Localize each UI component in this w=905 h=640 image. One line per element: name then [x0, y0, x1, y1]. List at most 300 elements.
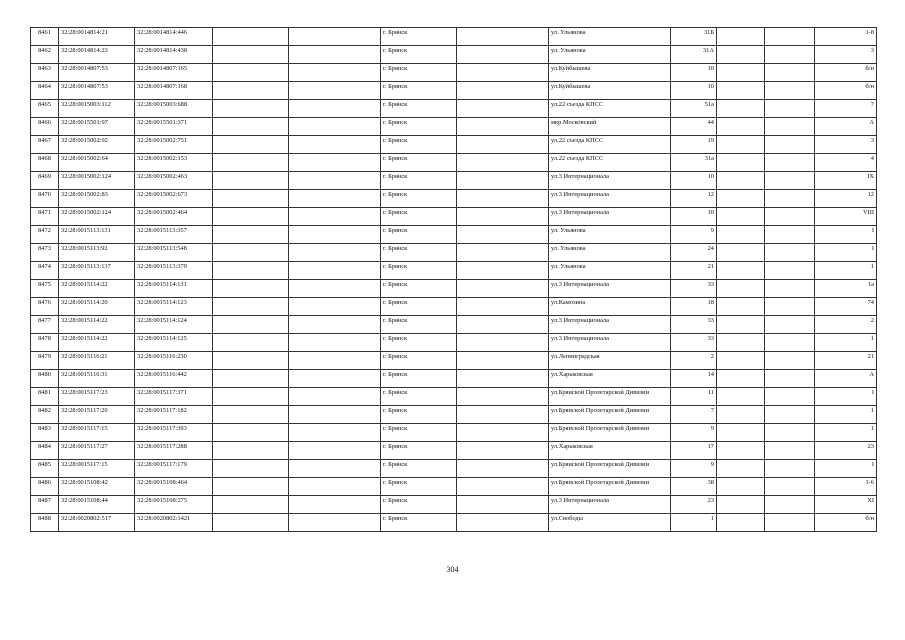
empty-cell [765, 172, 815, 190]
empty-cell [289, 100, 381, 118]
empty-cell [289, 316, 381, 334]
empty-cell [289, 118, 381, 136]
empty-cell [717, 406, 765, 424]
empty-cell [717, 100, 765, 118]
city-cell: г. Брянск [381, 208, 457, 226]
empty-cell [457, 136, 549, 154]
empty-cell [289, 370, 381, 388]
cadastral-number-cell: 32:28:0015108:42 [59, 478, 135, 496]
row-number-cell: 8470 [31, 190, 59, 208]
empty-cell [289, 514, 381, 532]
empty-cell [289, 226, 381, 244]
empty-cell [457, 424, 549, 442]
empty-cell [457, 280, 549, 298]
cadastral-number-cell: 32:28:0014807:53 [59, 82, 135, 100]
cadastral-number-cell: 32:28:0015113:137 [59, 262, 135, 280]
cadastral-number-cell: 32:28:0014807:53 [59, 64, 135, 82]
empty-cell [213, 424, 289, 442]
empty-cell [289, 442, 381, 460]
city-cell: г. Брянск [381, 280, 457, 298]
object-number-cell: 32:28:0015002:463 [135, 172, 213, 190]
room-number-cell: 21 [815, 352, 877, 370]
room-number-cell: А [815, 370, 877, 388]
room-number-cell: б/н [815, 514, 877, 532]
empty-cell [717, 352, 765, 370]
empty-cell [457, 406, 549, 424]
cadastral-number-cell: 32:28:0015501:97 [59, 118, 135, 136]
object-number-cell: 32:28:0015117:182 [135, 406, 213, 424]
city-cell: г. Брянск [381, 496, 457, 514]
street-cell: ул.Харьковская [549, 442, 671, 460]
empty-cell [717, 28, 765, 46]
empty-cell [765, 136, 815, 154]
city-cell: г. Брянск [381, 64, 457, 82]
object-number-cell: 32:28:0015117:393 [135, 424, 213, 442]
table-row [31, 388, 877, 406]
row-number-cell: 8473 [31, 244, 59, 262]
row-number-cell: 8464 [31, 82, 59, 100]
street-cell: ул.Брянской Пролетарской Дивизии [549, 460, 671, 478]
empty-cell [765, 82, 815, 100]
table-row [31, 28, 877, 46]
row-number-cell: 8472 [31, 226, 59, 244]
street-cell: ул.3 Интернационала [549, 208, 671, 226]
empty-cell [213, 316, 289, 334]
empty-cell [765, 352, 815, 370]
object-number-cell: 32:28:0015113:548 [135, 244, 213, 262]
house-number-cell: 10 [671, 82, 717, 100]
empty-cell [717, 136, 765, 154]
empty-cell [717, 262, 765, 280]
city-cell: г. Брянск [381, 28, 457, 46]
empty-cell [457, 118, 549, 136]
row-number-cell: 8471 [31, 208, 59, 226]
table-row [31, 64, 877, 82]
empty-cell [765, 406, 815, 424]
street-cell: ул.Куйбышева [549, 82, 671, 100]
city-cell: г. Брянск [381, 82, 457, 100]
room-number-cell: 23 [815, 442, 877, 460]
empty-cell [765, 190, 815, 208]
street-cell: мкр.Московский [549, 118, 671, 136]
empty-cell [213, 334, 289, 352]
room-number-cell: 2 [815, 316, 877, 334]
empty-cell [765, 334, 815, 352]
empty-cell [289, 208, 381, 226]
table-row [31, 424, 877, 442]
table-row [31, 82, 877, 100]
row-number-cell: 8483 [31, 424, 59, 442]
object-number-cell: 32:28:0015116:442 [135, 370, 213, 388]
empty-cell [457, 28, 549, 46]
object-number-cell: 32:28:0015117:288 [135, 442, 213, 460]
city-cell: г. Брянск [381, 478, 457, 496]
page-number: 304 [446, 565, 459, 574]
empty-cell [289, 244, 381, 262]
object-number-cell: 32:28:0020802:1421 [135, 514, 213, 532]
cadastral-number-cell: 32:28:0015002:124 [59, 172, 135, 190]
row-number-cell: 8466 [31, 118, 59, 136]
empty-cell [457, 208, 549, 226]
cadastral-number-cell: 32:28:0015113:92 [59, 244, 135, 262]
empty-cell [213, 28, 289, 46]
table-row [31, 406, 877, 424]
object-number-cell: 32:28:0015114:125 [135, 334, 213, 352]
cadastral-number-cell: 32:28:0015002:83 [59, 190, 135, 208]
cadastral-number-cell: 32:28:0015114:22 [59, 334, 135, 352]
empty-cell [765, 208, 815, 226]
empty-cell [717, 316, 765, 334]
empty-cell [457, 82, 549, 100]
row-number-cell: 8482 [31, 406, 59, 424]
empty-cell [457, 100, 549, 118]
room-number-cell: 74 [815, 298, 877, 316]
empty-cell [457, 172, 549, 190]
empty-cell [457, 388, 549, 406]
cadastral-number-cell: 32:28:0015117:15 [59, 424, 135, 442]
table-row [31, 226, 877, 244]
street-cell: ул. Ульянова [549, 244, 671, 262]
room-number-cell: 3 [815, 46, 877, 64]
empty-cell [289, 136, 381, 154]
cadastral-number-cell: 32:28:0015002:92 [59, 136, 135, 154]
street-cell: ул.Куйбышева [549, 64, 671, 82]
empty-cell [765, 298, 815, 316]
row-number-cell: 8487 [31, 496, 59, 514]
street-cell: ул. Ульянова [549, 46, 671, 64]
empty-cell [717, 388, 765, 406]
house-number-cell: 31а [671, 154, 717, 172]
empty-cell [717, 298, 765, 316]
empty-cell [213, 82, 289, 100]
cadastral-number-cell: 32:28:0015002:64 [59, 154, 135, 172]
empty-cell [213, 118, 289, 136]
street-cell: ул.22 съезда КПСС [549, 154, 671, 172]
object-number-cell: 32:28:0015003:688 [135, 100, 213, 118]
table-row [31, 352, 877, 370]
table-body [31, 28, 877, 532]
empty-cell [213, 64, 289, 82]
empty-cell [213, 280, 289, 298]
empty-cell [289, 154, 381, 172]
table-row [31, 496, 877, 514]
room-number-cell: 1 [815, 406, 877, 424]
street-cell: ул. Ульянова [549, 28, 671, 46]
empty-cell [457, 442, 549, 460]
house-number-cell: 11 [671, 388, 717, 406]
city-cell: г. Брянск [381, 298, 457, 316]
room-number-cell: 1 [815, 334, 877, 352]
empty-cell [457, 244, 549, 262]
street-cell: ул.Ленинградская [549, 352, 671, 370]
empty-cell [457, 514, 549, 532]
empty-cell [213, 190, 289, 208]
object-number-cell: 32:28:0015117:179 [135, 460, 213, 478]
house-number-cell: 44 [671, 118, 717, 136]
object-number-cell: 32:28:0015113:379 [135, 262, 213, 280]
city-cell: г. Брянск [381, 352, 457, 370]
room-number-cell: 1 [815, 262, 877, 280]
object-number-cell: 32:28:0015108:464 [135, 478, 213, 496]
object-number-cell: 32:28:0015108:275 [135, 496, 213, 514]
row-number-cell: 8485 [31, 460, 59, 478]
row-number-cell: 8461 [31, 28, 59, 46]
object-number-cell: 32:28:0015501:371 [135, 118, 213, 136]
empty-cell [765, 496, 815, 514]
empty-cell [213, 460, 289, 478]
cadastral-number-cell: 32:28:0015113:131 [59, 226, 135, 244]
empty-cell [457, 298, 549, 316]
empty-cell [289, 298, 381, 316]
room-number-cell: б/н [815, 64, 877, 82]
table-row [31, 316, 877, 334]
empty-cell [457, 370, 549, 388]
object-number-cell: 32:28:0015114:124 [135, 316, 213, 334]
city-cell: г. Брянск [381, 334, 457, 352]
empty-cell [765, 316, 815, 334]
empty-cell [717, 226, 765, 244]
room-number-cell: 7 [815, 100, 877, 118]
room-number-cell: I [815, 244, 877, 262]
street-cell: ул.Брянской Пролетарской Дивизии [549, 388, 671, 406]
street-cell: ул. Ульянова [549, 262, 671, 280]
empty-cell [457, 478, 549, 496]
empty-cell [457, 154, 549, 172]
row-number-cell: 8477 [31, 316, 59, 334]
room-number-cell: 1а [815, 280, 877, 298]
row-number-cell: 8463 [31, 64, 59, 82]
cadastral-number-cell: 32:28:0015117:20 [59, 406, 135, 424]
table-row [31, 244, 877, 262]
empty-cell [765, 478, 815, 496]
street-cell: ул.Брянской Пролетарской Дивизии [549, 424, 671, 442]
house-number-cell: 51а [671, 100, 717, 118]
object-number-cell: 32:28:0014807:165 [135, 64, 213, 82]
empty-cell [213, 172, 289, 190]
city-cell: г. Брянск [381, 136, 457, 154]
row-number-cell: 8480 [31, 370, 59, 388]
cadastral-number-cell: 32:28:0015117:15 [59, 460, 135, 478]
room-number-cell: 1-8 [815, 28, 877, 46]
city-cell: г. Брянск [381, 226, 457, 244]
house-number-cell: 23 [671, 496, 717, 514]
empty-cell [213, 262, 289, 280]
empty-cell [765, 118, 815, 136]
empty-cell [765, 280, 815, 298]
object-number-cell: 32:28:0015117:371 [135, 388, 213, 406]
table-row [31, 154, 877, 172]
house-number-cell: 33 [671, 334, 717, 352]
house-number-cell: 18 [671, 298, 717, 316]
empty-cell [717, 208, 765, 226]
object-number-cell: 32:28:0015002:464 [135, 208, 213, 226]
street-cell: ул.3 Интернационала [549, 316, 671, 334]
row-number-cell: 8469 [31, 172, 59, 190]
street-cell: ул. Ульянова [549, 226, 671, 244]
house-number-cell: 7 [671, 406, 717, 424]
empty-cell [289, 190, 381, 208]
empty-cell [289, 406, 381, 424]
room-number-cell: VIII [815, 208, 877, 226]
object-number-cell: 32:28:0015114:131 [135, 280, 213, 298]
empty-cell [289, 280, 381, 298]
empty-cell [213, 100, 289, 118]
street-cell: ул.Свободы [549, 514, 671, 532]
city-cell: г. Брянск [381, 190, 457, 208]
empty-cell [213, 46, 289, 64]
empty-cell [289, 262, 381, 280]
table-row [31, 442, 877, 460]
table-row [31, 298, 877, 316]
object-number-cell: 32:28:0014814:446 [135, 28, 213, 46]
table-row [31, 136, 877, 154]
empty-cell [213, 478, 289, 496]
room-number-cell: XI [815, 496, 877, 514]
street-cell: ул.Брянской Пролетарской Дивизии [549, 478, 671, 496]
room-number-cell: I [815, 460, 877, 478]
cadastral-number-cell: 32:28:0015116:31 [59, 370, 135, 388]
table-row [31, 262, 877, 280]
table-row [31, 370, 877, 388]
empty-cell [289, 64, 381, 82]
empty-cell [457, 316, 549, 334]
row-number-cell: 8478 [31, 334, 59, 352]
city-cell: г. Брянск [381, 406, 457, 424]
empty-cell [289, 172, 381, 190]
cadastral-number-cell: 32:28:0015002:124 [59, 208, 135, 226]
street-cell: ул.3 Интернационала [549, 190, 671, 208]
empty-cell [213, 370, 289, 388]
empty-cell [717, 46, 765, 64]
city-cell: г. Брянск [381, 172, 457, 190]
empty-cell [289, 334, 381, 352]
empty-cell [457, 262, 549, 280]
empty-cell [289, 46, 381, 64]
row-number-cell: 8486 [31, 478, 59, 496]
empty-cell [457, 496, 549, 514]
city-cell: г. Брянск [381, 244, 457, 262]
empty-cell [289, 82, 381, 100]
room-number-cell: I [815, 226, 877, 244]
empty-cell [765, 100, 815, 118]
house-number-cell: 2 [671, 352, 717, 370]
empty-cell [457, 334, 549, 352]
house-number-cell: 1 [671, 514, 717, 532]
empty-cell [765, 442, 815, 460]
empty-cell [289, 28, 381, 46]
empty-cell [717, 190, 765, 208]
row-number-cell: 8488 [31, 514, 59, 532]
house-number-cell: 10 [671, 172, 717, 190]
empty-cell [289, 352, 381, 370]
empty-cell [765, 154, 815, 172]
empty-cell [765, 424, 815, 442]
room-number-cell: б/н [815, 82, 877, 100]
table-row [31, 118, 877, 136]
house-number-cell: 33 [671, 280, 717, 298]
cadastral-number-cell: 32:28:0015108:44 [59, 496, 135, 514]
table-row [31, 460, 877, 478]
street-cell: ул.3 Интернационала [549, 172, 671, 190]
room-number-cell: 12 [815, 190, 877, 208]
empty-cell [717, 442, 765, 460]
empty-cell [717, 64, 765, 82]
cadastral-number-cell: 32:28:0014814:23 [59, 46, 135, 64]
empty-cell [457, 190, 549, 208]
empty-cell [213, 136, 289, 154]
empty-cell [457, 460, 549, 478]
cadastral-number-cell: 32:28:0020802:517 [59, 514, 135, 532]
object-number-cell: 32:28:0015002:673 [135, 190, 213, 208]
city-cell: г. Брянск [381, 442, 457, 460]
object-number-cell: 32:28:0015114:123 [135, 298, 213, 316]
object-number-cell: 32:28:0015113:357 [135, 226, 213, 244]
street-cell: ул.22 съезда КПСС [549, 100, 671, 118]
row-number-cell: 8465 [31, 100, 59, 118]
cadastral-number-cell: 32:28:0015117:27 [59, 442, 135, 460]
empty-cell [457, 46, 549, 64]
house-number-cell: 33 [671, 316, 717, 334]
street-cell: ул.Брянской Пролетарской Дивизии [549, 406, 671, 424]
empty-cell [289, 496, 381, 514]
cadastral-number-cell: 32:28:0015117:23 [59, 388, 135, 406]
house-number-cell: 21 [671, 262, 717, 280]
object-number-cell: 32:28:0014814:438 [135, 46, 213, 64]
house-number-cell: 10 [671, 64, 717, 82]
house-number-cell: 12 [671, 190, 717, 208]
city-cell: г. Брянск [381, 154, 457, 172]
table-row [31, 208, 877, 226]
empty-cell [213, 496, 289, 514]
empty-cell [765, 46, 815, 64]
city-cell: г. Брянск [381, 514, 457, 532]
empty-cell [213, 154, 289, 172]
empty-cell [213, 388, 289, 406]
empty-cell [289, 460, 381, 478]
empty-cell [213, 352, 289, 370]
empty-cell [457, 352, 549, 370]
empty-cell [213, 244, 289, 262]
empty-cell [717, 496, 765, 514]
empty-cell [457, 226, 549, 244]
empty-cell [717, 244, 765, 262]
empty-cell [765, 370, 815, 388]
table-row [31, 334, 877, 352]
empty-cell [717, 514, 765, 532]
empty-cell [717, 424, 765, 442]
empty-cell [457, 64, 549, 82]
city-cell: г. Брянск [381, 118, 457, 136]
empty-cell [765, 460, 815, 478]
city-cell: г. Брянск [381, 316, 457, 334]
empty-cell [717, 370, 765, 388]
empty-cell [765, 244, 815, 262]
table-row [31, 100, 877, 118]
row-number-cell: 8462 [31, 46, 59, 64]
room-number-cell: 1 [815, 424, 877, 442]
house-number-cell: 19 [671, 136, 717, 154]
empty-cell [765, 514, 815, 532]
object-number-cell: 32:28:0015002:751 [135, 136, 213, 154]
empty-cell [213, 406, 289, 424]
room-number-cell: I [815, 388, 877, 406]
city-cell: г. Брянск [381, 100, 457, 118]
empty-cell [765, 226, 815, 244]
empty-cell [289, 478, 381, 496]
house-number-cell: 10 [671, 208, 717, 226]
table-row [31, 280, 877, 298]
registry-table [30, 27, 877, 532]
